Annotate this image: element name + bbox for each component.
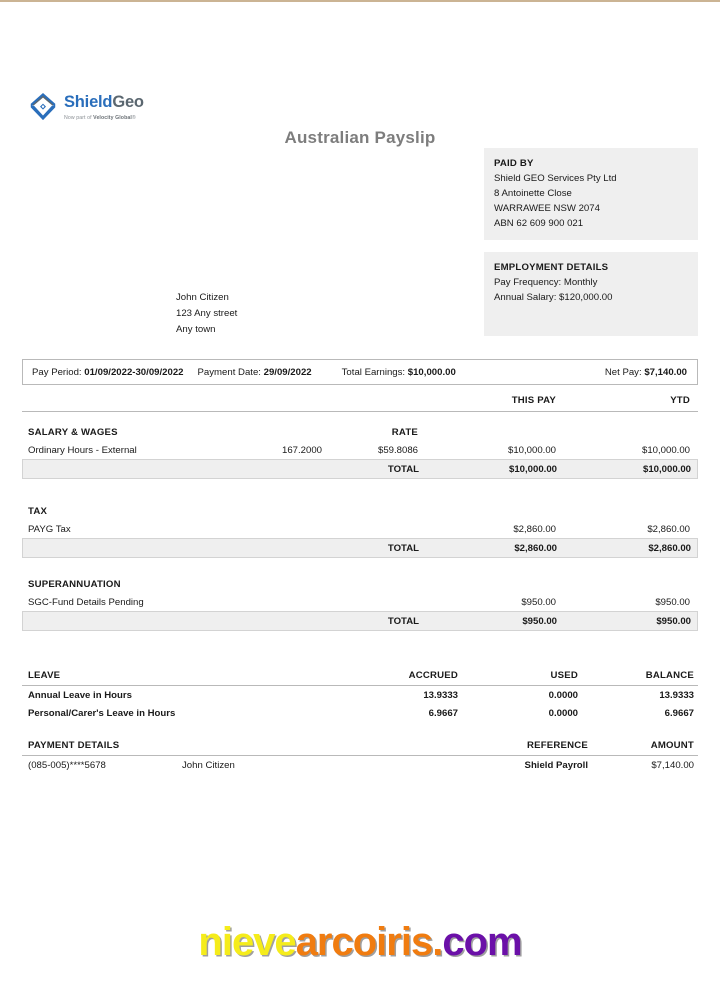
column-header-reference: REFERENCE — [527, 740, 588, 751]
column-header-used: USED — [550, 670, 578, 681]
payment-account-name: John Citizen — [182, 759, 235, 771]
leave-row-accrued: 13.9333 — [423, 689, 458, 701]
tax-total-this-pay: $2,860.00 — [514, 542, 557, 554]
superannuation-section — [22, 575, 698, 631]
logo-word-shield: Shield — [64, 93, 113, 111]
employee-address-block — [176, 290, 237, 338]
column-header-amount: AMOUNT — [650, 740, 694, 751]
salary-total-row — [22, 459, 698, 479]
tax-row-this-pay: $2,860.00 — [513, 523, 556, 535]
column-header-rate: RATE — [391, 426, 418, 438]
column-header-ytd: YTD — [670, 395, 690, 406]
section-title-payment-details: PAYMENT DETAILS — [28, 740, 120, 751]
logo-word-geo: Geo — [112, 93, 144, 111]
salary-total-ytd: $10,000.00 — [642, 463, 691, 475]
super-total-this-pay: $950.00 — [522, 615, 557, 627]
leave-row-balance: 6.9667 — [664, 707, 694, 719]
payment-date-value: 29/09/2022 — [263, 366, 312, 378]
watermark-part2: arcoiris. — [295, 920, 443, 964]
super-total-row — [22, 611, 698, 631]
pay-summary-bar — [22, 359, 698, 385]
paid-by-abn: ABN 62 609 900 021 — [494, 218, 584, 229]
super-row-this-pay: $950.00 — [521, 596, 556, 608]
table-row — [22, 593, 698, 611]
logo-tagline: Now part of Velocity Global® — [64, 115, 136, 121]
tax-section — [22, 502, 698, 558]
salary-row-label: Ordinary Hours - External — [28, 444, 137, 456]
shield-geo-diamond-icon — [28, 92, 58, 122]
leave-row-balance: 13.9333 — [659, 689, 694, 701]
tax-total-ytd: $2,860.00 — [648, 542, 691, 554]
tax-total-row — [22, 538, 698, 558]
leave-row-used: 0.0000 — [548, 707, 578, 719]
payment-amount: $7,140.00 — [651, 759, 694, 771]
leave-row-used: 0.0000 — [548, 689, 578, 701]
watermark-part3: com — [442, 920, 522, 964]
annual-salary: Annual Salary: $120,000.00 — [494, 292, 613, 303]
tax-total-label: TOTAL — [387, 542, 419, 554]
watermark — [0, 920, 720, 965]
pay-frequency: Pay Frequency: Monthly — [494, 277, 598, 288]
super-total-label: TOTAL — [387, 615, 419, 627]
leave-row-label: Personal/Carer's Leave in Hours — [28, 707, 176, 719]
section-title-salary: SALARY & WAGES — [28, 426, 118, 438]
total-earnings-value: $10,000.00 — [407, 366, 456, 378]
column-header-accrued: ACCRUED — [408, 670, 458, 681]
employment-details-box — [484, 252, 698, 336]
payment-date: Payment Date: 29/09/2022 — [197, 366, 312, 378]
pay-period-value: 01/09/2022-30/09/2022 — [84, 366, 184, 378]
employee-address-line2: Any town — [176, 324, 216, 335]
earnings-column-headers — [22, 390, 698, 412]
super-row-ytd: $950.00 — [655, 596, 690, 608]
total-earnings: Total Earnings: $10,000.00 — [341, 366, 456, 378]
employee-address-line1: 123 Any street — [176, 308, 238, 319]
page-title: Australian Payslip — [284, 128, 436, 147]
table-row — [22, 686, 698, 704]
paid-by-city: WARRAWEE NSW 2074 — [494, 203, 600, 214]
super-total-ytd: $950.00 — [656, 615, 691, 627]
salary-row-ytd: $10,000.00 — [641, 444, 690, 456]
section-title-superannuation: SUPERANNUATION — [28, 578, 121, 590]
table-row — [22, 704, 698, 722]
payment-account: (085-005)****5678 — [28, 759, 106, 771]
column-header-balance: BALANCE — [645, 670, 694, 681]
table-row — [22, 756, 698, 774]
tax-row-ytd: $2,860.00 — [647, 523, 690, 535]
table-row — [22, 520, 698, 538]
logo-text — [64, 92, 144, 121]
company-logo — [28, 92, 144, 122]
paid-by-box — [484, 148, 698, 240]
payslip-page — [0, 2, 720, 1000]
section-title-leave: LEAVE — [28, 670, 61, 681]
column-header-this-pay: THIS PAY — [511, 395, 556, 406]
leave-row-label: Annual Leave in Hours — [28, 689, 132, 701]
net-pay-value: $7,140.00 — [644, 366, 687, 378]
pay-period: Pay Period: 01/09/2022-30/09/2022 — [32, 366, 184, 378]
logo-tagline-brand: Velocity Global — [93, 115, 132, 121]
paid-by-heading: PAID BY — [494, 158, 534, 169]
net-pay: Net Pay: $7,140.00 — [604, 366, 687, 378]
payment-details-section — [22, 736, 698, 774]
section-title-tax: TAX — [28, 505, 48, 517]
leave-row-accrued: 6.9667 — [428, 707, 458, 719]
salary-row-this-pay: $10,000.00 — [507, 444, 556, 456]
salary-total-label: TOTAL — [387, 463, 419, 475]
tax-row-label: PAYG Tax — [28, 523, 71, 535]
paid-by-street: 8 Antoinette Close — [494, 188, 572, 199]
paid-by-company: Shield GEO Services Pty Ltd — [494, 173, 617, 184]
employee-name: John Citizen — [176, 292, 229, 303]
super-row-label: SGC-Fund Details Pending — [28, 596, 144, 608]
payment-reference: Shield Payroll — [524, 759, 588, 771]
employment-details-heading: EMPLOYMENT DETAILS — [494, 262, 609, 273]
salary-wages-section — [22, 423, 698, 479]
leave-section — [22, 666, 698, 722]
watermark-part1: nieve — [198, 920, 296, 964]
salary-row-rate: $59.8086 — [377, 444, 418, 456]
salary-total-this-pay: $10,000.00 — [508, 463, 557, 475]
table-row — [22, 441, 698, 459]
salary-row-hours: 167.2000 — [281, 444, 322, 456]
